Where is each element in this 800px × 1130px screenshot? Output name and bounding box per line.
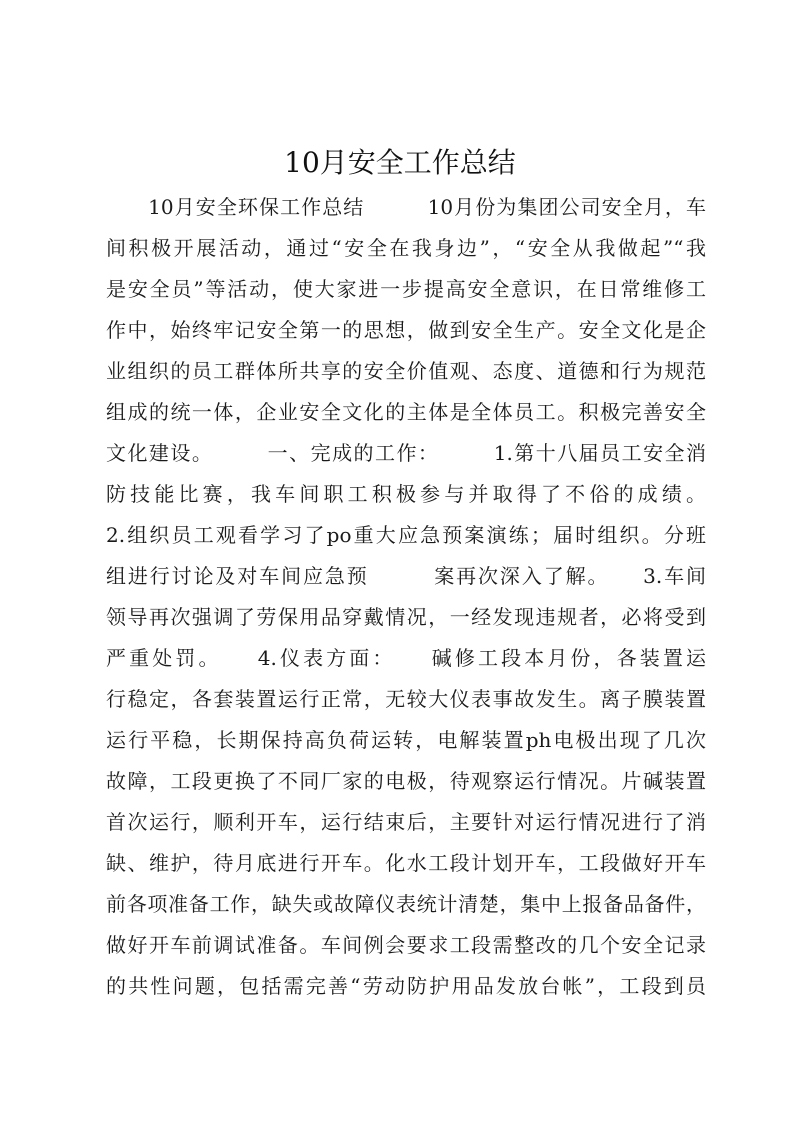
text-line: 是安全员”等活动，使大家进一步提高安全意识，在日常维修工: [106, 277, 706, 301]
text-line: 组成的统一体，企业安全文化的主体是全体员工。积极完善安全: [106, 400, 706, 424]
text-line: 文化建设。 一、完成的工作： 1.第十八届员工安全消: [106, 441, 706, 465]
document-body: [106, 187, 706, 1007]
text-line: 2.组织员工观看学习了po重大应急预案演练；届时组织。分班: [106, 523, 706, 547]
text-line: 领导再次强调了劳保用品穿戴情况，一经发现违规者，必将受到: [106, 605, 706, 629]
text-line: 做好开车前调试准备。车间例会要求工段需整改的几个安全记录: [106, 933, 706, 957]
text-line: 行稳定，各套装置运行正常，无较大仪表事故发生。离子膜装置: [106, 687, 706, 711]
text-line: 防技能比赛，我车间职工积极参与并取得了不俗的成绩。: [106, 482, 706, 506]
text-line: 组进行讨论及对车间应急预 案再次深入了解。 3.车间: [106, 564, 706, 588]
document-title: 10月安全工作总结: [284, 146, 516, 179]
text-line: 故障，工段更换了不同厂家的电极，待观察运行情况。片碱装置: [106, 769, 706, 793]
text-line: 10月安全环保工作总结 10月份为集团公司安全月，车: [106, 195, 706, 219]
text-line: 缺、维护，待月底进行开车。化水工段计划开车，工段做好开车: [106, 851, 706, 875]
text-line: 严重处罚。 4.仪表方面： 碱修工段本月份，各装置运: [106, 646, 706, 670]
text-line: 作中，始终牢记安全第一的思想，做到安全生产。安全文化是企: [106, 318, 706, 342]
text-line: 前各项准备工作，缺失或故障仪表统计清楚，集中上报备品备件，: [106, 892, 706, 916]
text-line: 业组织的员工群体所共享的安全价值观、态度、道德和行为规范: [106, 359, 706, 383]
text-line: 间积极开展活动，通过“安全在我身边”，“安全从我做起”“我: [106, 236, 706, 260]
text-line: 的共性问题，包括需完善“劳动防护用品发放台帐”，工段到员: [106, 974, 706, 998]
text-line: 首次运行，顺利开车，运行结束后，主要针对运行情况进行了消: [106, 810, 706, 834]
text-line: 运行平稳，长期保持高负荷运转，电解装置ph电极出现了几次: [106, 728, 706, 752]
